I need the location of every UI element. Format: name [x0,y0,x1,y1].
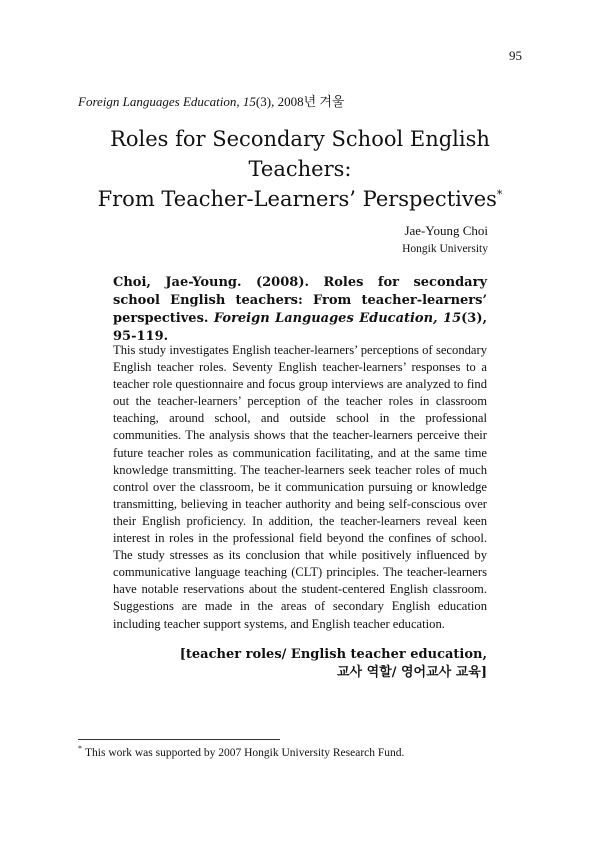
author-affiliation: Hongik University [402,243,488,255]
citation-text: Choi, Jae-Young. (2008). Roles for secondary school English teachers: From teacher-learners’ perspectives. [113,275,487,326]
abstract: This study investigates English teacher-learners’ perceptions of secondary English teacher roles. Seventy English teacher-learners’ responses to a teacher role questionnaire and focus group interviews are analyzed to find out the teacher-learners’ perception of the teacher roles in classroom teaching, around school, and outside school in the professional communities. The analysis shows that the teacher-learners perceive their future teacher roles as communication facilitating, and at the same time knowledge transmitting. The teacher-learners seek teacher roles of much control over the classroom, be it communication pursuing or knowledge transmitting, believing in teacher authority and being self-conscious over their English proficiency. In addition, the teacher-learners reveal keen interest in roles in the professional field beyond the confines of school. The study stresses as its conclusion that while positively influenced by communicative language teaching (CLT) principles. The teacher-learners have notable reservations about the student-centered English classroom. Suggestions are made in the areas of secondary English education including teacher support systems, and English teacher education. [113,343,487,631]
journal-name: Foreign Languages Education, [78,94,240,109]
footnote-divider [78,739,280,740]
journal-issue-year: (3), 2008년 겨울 [255,94,345,109]
paper-title [60,124,540,214]
keywords-line-1: [teacher roles/ English teacher education, [179,647,487,662]
author-block [402,222,488,258]
citation-pages: (3), 95-119. [113,311,488,344]
footnote [78,744,404,759]
title-line-1: Roles for Secondary School English Teachers: [110,127,490,181]
footnote-marker: * [78,744,82,753]
citation-journal: Foreign Languages Education, [213,311,438,326]
title-footnote-marker: * [496,188,503,201]
title-line-2-text: From Teacher-Learners’ Perspectives [97,187,497,211]
citation-volume: 15 [443,311,462,326]
journal-volume: 15 [242,94,256,109]
citation [113,274,487,346]
footnote-text: This work was supported by 2007 Hongik University Research Fund. [85,746,405,759]
journal-header [78,91,345,110]
keywords [180,646,487,682]
keywords-line-2: 교사 역할/ 영어교사 교육] [336,665,487,680]
page-number: 95 [509,48,522,63]
author-name: Jae-Young Choi [404,223,488,238]
title-line-2 [60,184,540,214]
